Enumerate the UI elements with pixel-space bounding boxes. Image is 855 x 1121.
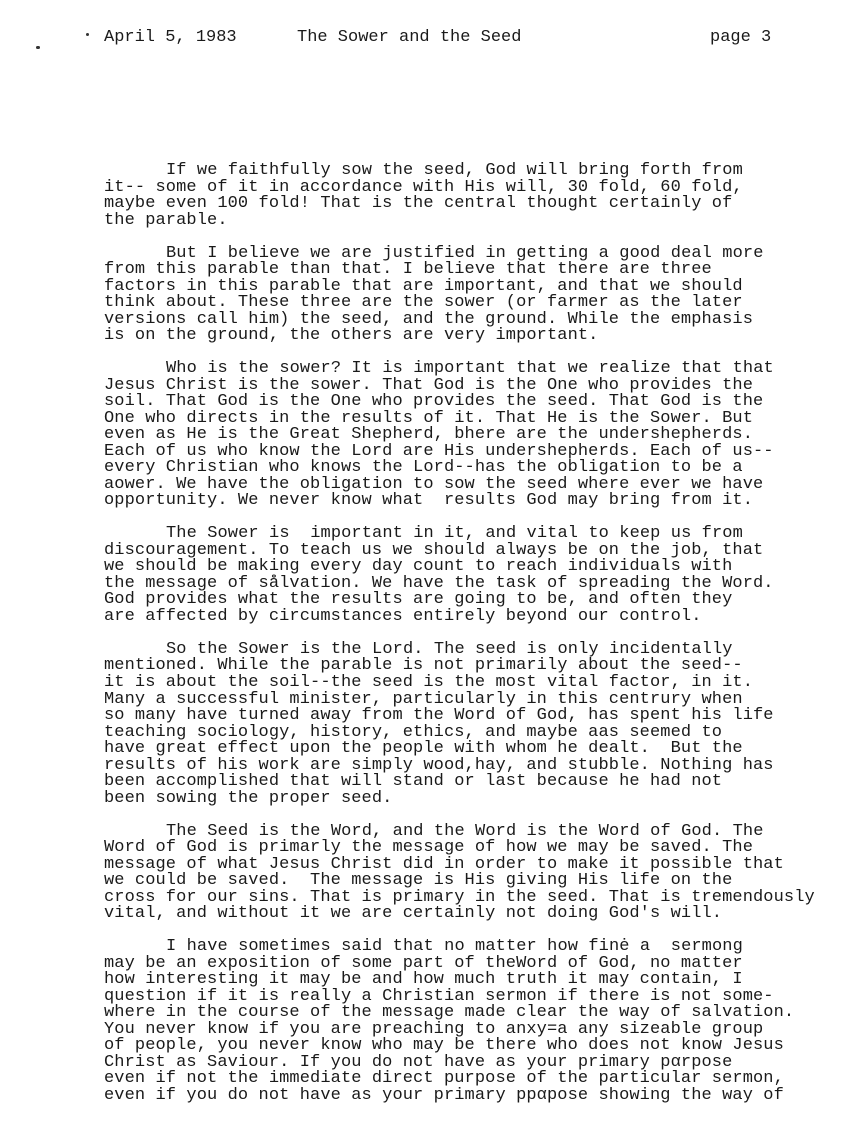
document-body	[104, 163, 815, 1121]
text-line: God provides what the results are going to be, and often they	[104, 590, 733, 610]
text-line: even if you do not have as your primary ppαpose showing the way of	[104, 1085, 784, 1105]
text-line: results of his work are simply wood,hay, and stubble. Nothing has	[104, 755, 774, 775]
text-line: versions call him) the seed, and the ground. While the emphasis	[104, 309, 754, 329]
paragraph	[104, 639, 815, 808]
stray-mark	[86, 33, 89, 36]
paragraph	[104, 821, 815, 924]
text-line: One who directs in the results of it. That He is the Sower. But	[104, 408, 754, 428]
text-line: question if it is really a Christian sermon if there is not some-	[104, 986, 774, 1006]
text-line: we could be saved. The message is His giving His life on the	[104, 871, 733, 891]
text-line: aower. We have the obligation to sow the seed where ever we have	[104, 474, 764, 494]
text-line: so many have turned away from the Word of God, has spent his life	[104, 706, 774, 726]
text-line: are affected by circumstances entirely beyond our control.	[104, 606, 702, 626]
text-line: mentioned. While the parable is not primarily about the seed--	[104, 656, 743, 676]
text-line: I have sometimes said that no matter how finė a sermong	[166, 937, 743, 957]
header-date: April 5, 1983	[104, 28, 237, 47]
text-line: been accomplished that will stand or last because he had not	[104, 772, 723, 792]
text-line: soil. That God is the One who provides the seed. That God is the	[104, 392, 764, 412]
text-line: been sowing the proper seed.	[104, 788, 393, 808]
text-line: Many a successful minister, particularly in this centrury when	[104, 689, 743, 709]
text-line: it-- some of it in accordance with His will, 30 fold, 60 fold,	[104, 177, 743, 197]
text-line: may be an exposition of some part of theWord of God, no matter	[104, 953, 743, 973]
text-line: You never know if you are preaching to anxy=a any sizeable group	[104, 1019, 764, 1039]
text-line: the parable.	[104, 210, 228, 230]
text-line: Christ as Saviour. If you do not have as your primary pαrpose	[104, 1052, 733, 1072]
text-line: we should be making every day count to reach individuals with	[104, 557, 733, 577]
paragraph	[104, 163, 815, 229]
text-line: of people, you never know who may be there who does not know Jesus	[104, 1036, 784, 1056]
text-line: vital, and without it we are certainly not doing God's will.	[104, 904, 723, 924]
text-line: even if not the immediate direct purpose of the particular sermon,	[104, 1069, 784, 1089]
text-line: But I believe we are justified in getting a good deal more	[166, 243, 764, 263]
text-line: factors in this parable that are important, and that we should	[104, 276, 743, 296]
text-line: The Sower is important in it, and vital to keep us from	[166, 524, 743, 544]
text-line: is on the ground, the others are very important.	[104, 326, 599, 346]
text-line: Word of God is primarly the message of how we may be saved. The	[104, 838, 754, 858]
text-line: Each of us who know the Lord are His undershepherds. Each of us--	[104, 441, 774, 461]
paragraph	[104, 526, 815, 625]
paragraph	[104, 243, 815, 346]
text-line: even as He is the Great Shepherd, bhere are the undershepherds.	[104, 425, 754, 445]
text-line: opportunity. We never know what results God may bring from it.	[104, 491, 754, 511]
text-line: teaching sociology, history, ethics, and maybe aas seemed to	[104, 722, 723, 742]
text-line: Jesus Christ is the sower. That God is the One who provides the	[104, 375, 754, 395]
text-line: the message of sålvation. We have the task of spreading the Word.	[104, 573, 774, 593]
text-line: how interesting it may be and how much truth it may contain, I	[104, 970, 743, 990]
text-line: every Christian who knows the Lord--has the obligation to be a	[104, 458, 743, 478]
paragraph	[104, 361, 815, 510]
text-line: message of what Jesus Christ did in order to make it possible that	[104, 854, 784, 874]
paragraph	[104, 939, 815, 1104]
text-line: from this parable than that. I believe that there are three	[104, 260, 712, 280]
stray-mark	[36, 46, 40, 49]
text-line: it is about the soil--the seed is the most vital factor, in it.	[104, 672, 754, 692]
text-line: cross for our sins. That is primary in the seed. That is tremendously	[104, 887, 815, 907]
text-line: maybe even 100 fold! That is the central thought certainly of	[104, 194, 733, 214]
text-line: discouragement. To teach us we should always be on the job, that	[104, 540, 764, 560]
text-line: think about. These three are the sower (or farmer as the later	[104, 293, 743, 313]
header-page-number: page 3	[710, 28, 772, 47]
text-line: Who is the sower? It is important that we realize that that	[166, 359, 774, 379]
text-line: where in the course of the message made clear the way of salvation.	[104, 1003, 795, 1023]
text-line: The Seed is the Word, and the Word is the Word of God. The	[166, 821, 764, 841]
header-title: The Sower and the Seed	[297, 28, 522, 47]
text-line: If we faithfully sow the seed, God will bring forth from	[166, 161, 743, 180]
text-line: have great effect upon the people with whom he dealt. But the	[104, 739, 743, 759]
text-line: So the Sower is the Lord. The seed is only incidentally	[166, 639, 733, 659]
